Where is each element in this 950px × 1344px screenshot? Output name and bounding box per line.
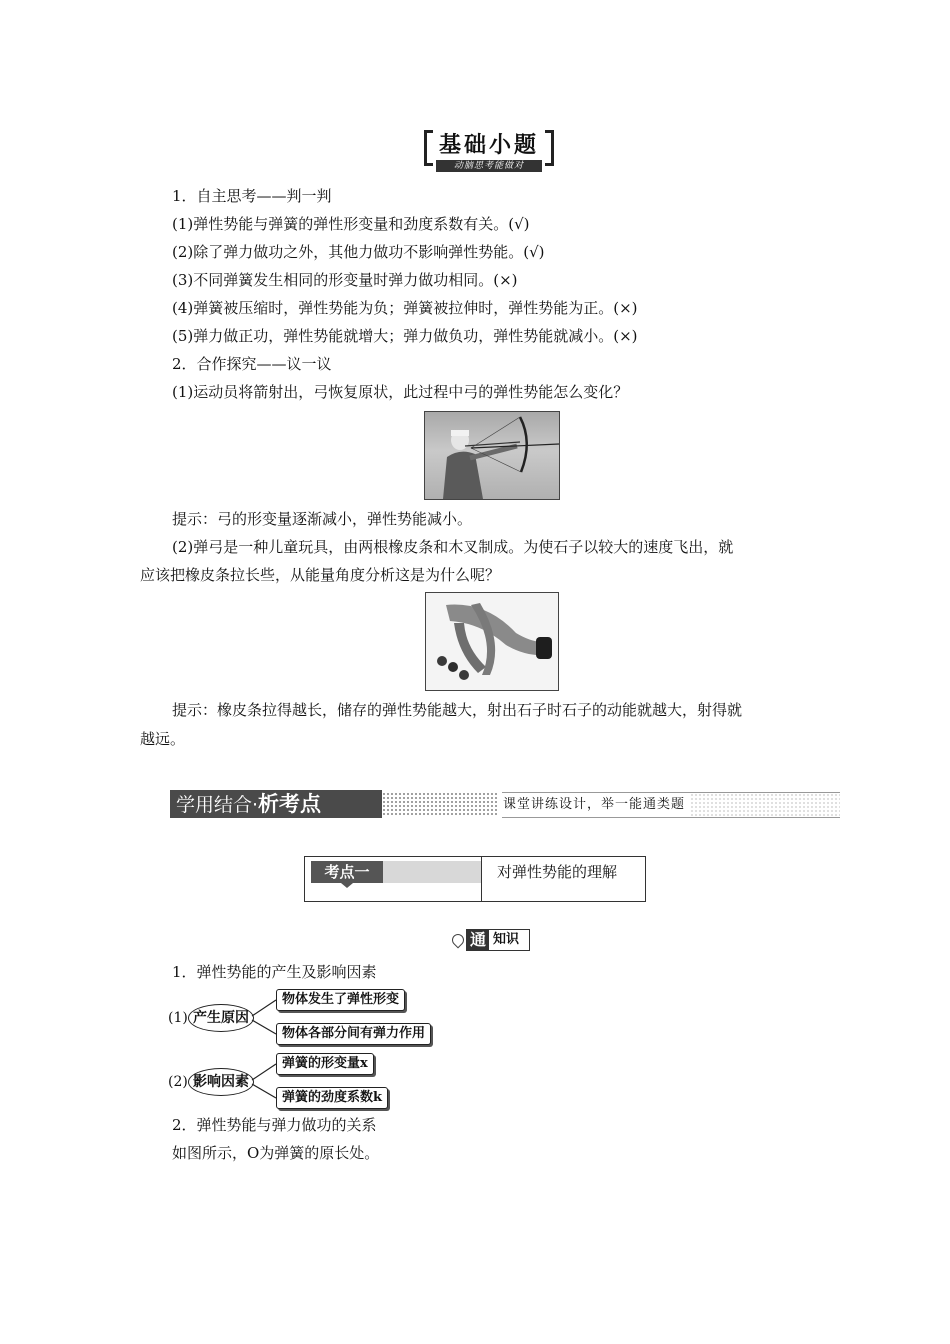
diagram-1-label: (1): [168, 1010, 188, 1026]
judge-item-5: (5)弹力做正功，弹性势能就增大；弹力做负功，弹性势能就减小。(×): [172, 327, 638, 345]
diagram-2-box-2: 弹簧的劲度系数k: [276, 1087, 388, 1109]
topic-tag-label: 考点一: [311, 861, 383, 883]
question-1: (1)运动员将箭射出，弓恢复原状，此过程中弓的弹性势能怎么变化？: [172, 383, 629, 401]
diagram-2-label: (2): [168, 1074, 188, 1090]
diagram-1-box-1: 物体发生了弹性形变: [276, 989, 405, 1011]
knowledge-heading-2: 2．弹性势能与弹力做功的关系: [172, 1116, 377, 1134]
knowledge-heading-1: 1．弹性势能的产生及影响因素: [172, 963, 377, 981]
knowledge-paragraph: 如图所示，O为弹簧的原长处。: [172, 1144, 380, 1162]
judge-item-1: (1)弹性势能与弹簧的弹性形变量和劲度系数有关。(√): [172, 215, 530, 233]
judge-item-3: (3)不同弹簧发生相同的形变量时弹力做功相同。(×): [172, 271, 518, 289]
knowledge-badge-small: 知识: [493, 932, 520, 947]
diagram-2-center: 影响因素: [188, 1068, 254, 1096]
banner-title-normal: 学用结合·: [176, 794, 259, 816]
section-subtitle: 动脑思考能做对: [436, 160, 542, 172]
diagram-1-center: 产生原因: [188, 1004, 254, 1032]
question-2-line-2: 应该把橡皮条拉长些，从能量角度分析这是为什么呢？: [140, 566, 501, 584]
hint-2-line-1: 提示：橡皮条拉得越长，储存的弹性势能越大，射出石子时石子的动能就越大，射得就: [172, 701, 743, 719]
question-2-line-1: (2)弹弓是一种儿童玩具，由两根橡皮条和木叉制成。为使石子以较大的速度飞出，就: [172, 538, 734, 556]
judge-item-4: (4)弹簧被压缩时，弹性势能为负；弹簧被拉伸时，弹性势能为正。(×): [172, 299, 638, 317]
judge-item-2: (2)除了弹力做功之外，其他力做功不影响弹性势能。(√): [172, 243, 545, 261]
self-think-heading: 1．自主思考——判一判: [172, 187, 332, 205]
hint-1: 提示：弓的形变量逐渐减小，弹性势能减小。: [172, 510, 473, 528]
diagram-2-box-1: 弹簧的形变量x: [276, 1053, 374, 1075]
cooperate-heading: 2．合作探究——议一议: [172, 355, 332, 373]
banner-subtitle: 课堂讲练设计，举一能通类题: [497, 793, 691, 817]
topic-title: 对弹性势能的理解: [497, 863, 618, 881]
knowledge-badge-big: 通: [467, 930, 489, 950]
section-title: 基础小题: [438, 132, 539, 158]
hint-2-line-2: 越远。: [140, 730, 186, 748]
banner-title-bold: 析考点: [258, 792, 322, 816]
diagram-1-box-2: 物体各部分间有弹力作用: [276, 1023, 431, 1045]
